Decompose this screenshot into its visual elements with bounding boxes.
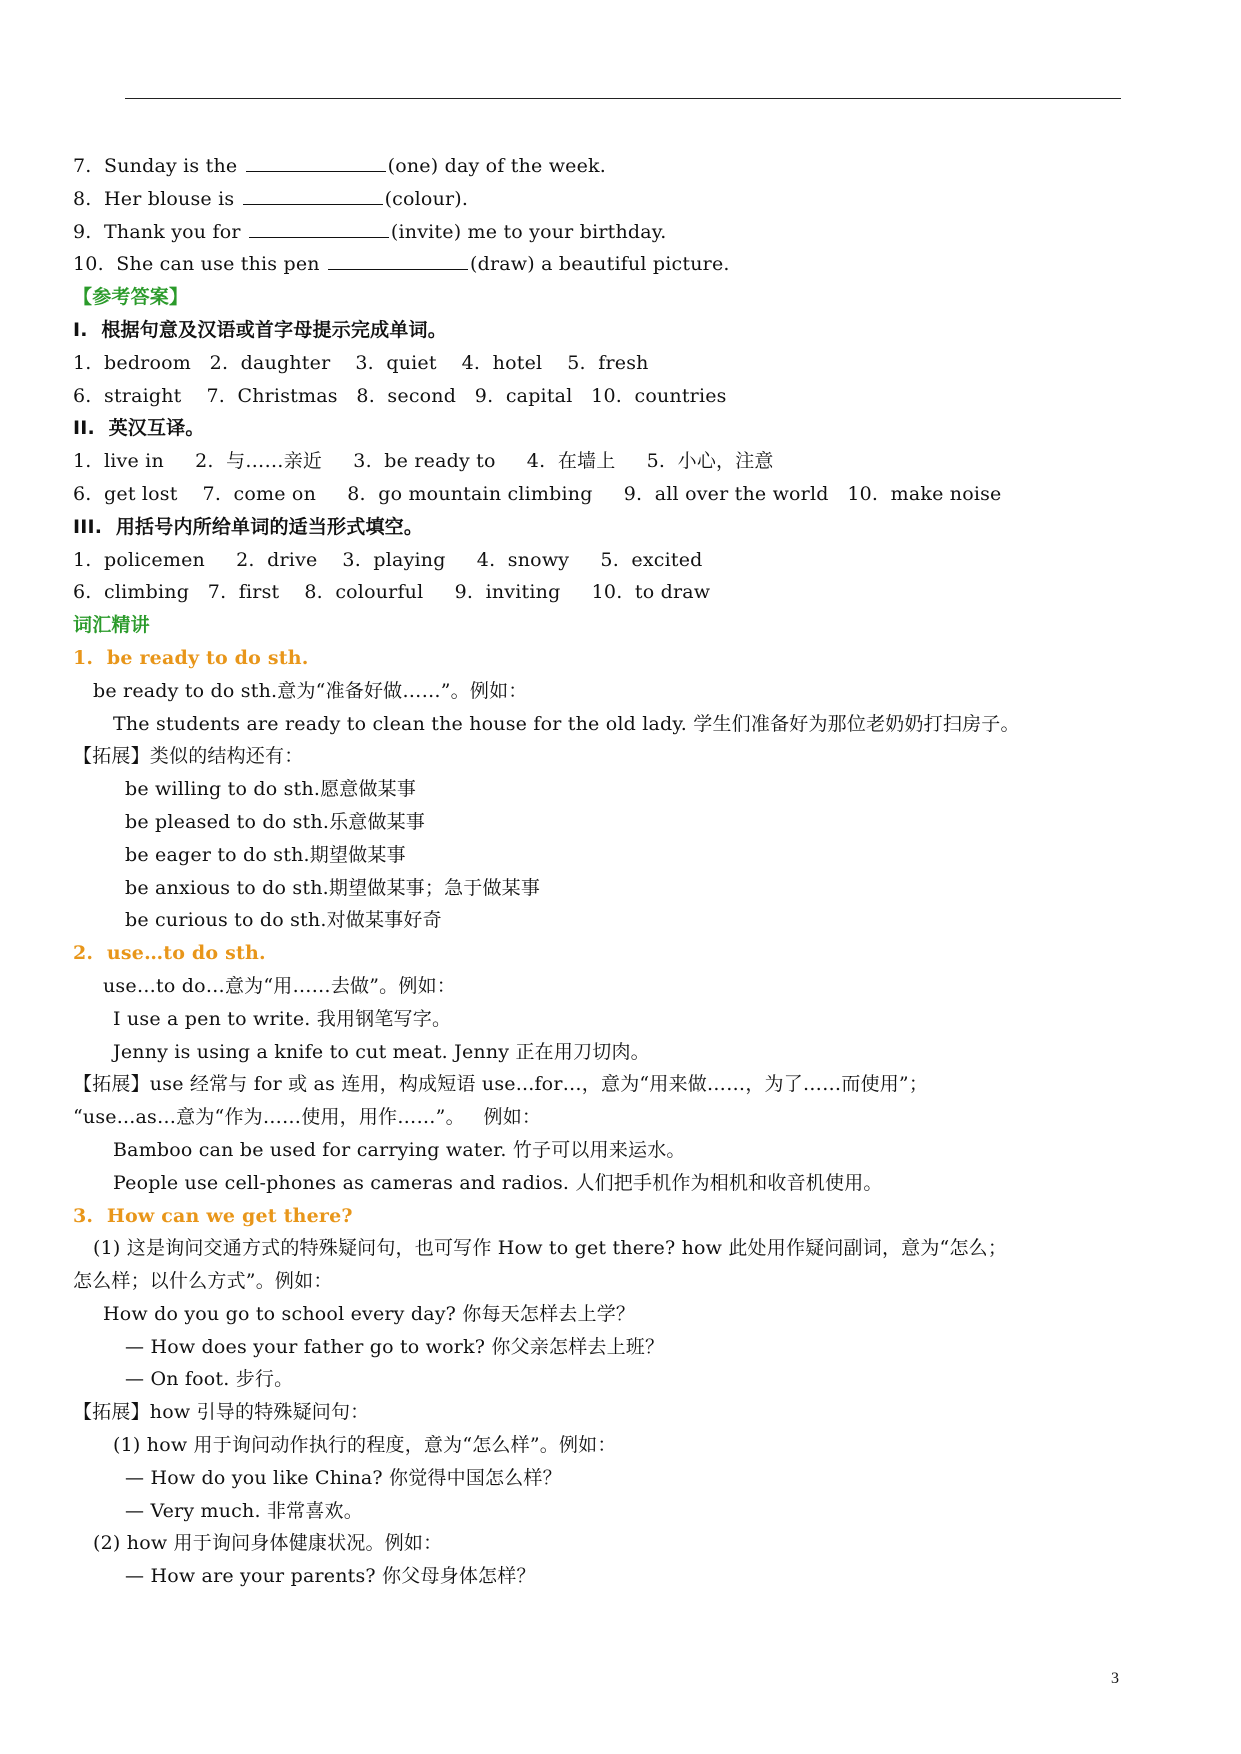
vocab-point-2-example: I use a pen to write. 我用钢笔写字。: [113, 1007, 452, 1030]
answers-section-3-line-2: 6. climbing 7. first 8. colourful 9. inviting 10. to draw: [73, 581, 711, 604]
vocab-point-1-ext-item: be curious to do sth.对做某事好奇: [125, 909, 442, 932]
answers-section-3-title: III. 用括号内所给单词的适当形式填空。: [73, 515, 424, 538]
answers-section-1-line-2: 6. straight 7. Christmas 8. second 9. capital 10. countries: [73, 384, 727, 407]
document-body: [73, 150, 1173, 1593]
answers-section-3-line-1: 1. policemen 2. drive 3. playing 4. snowy 5. excited: [73, 548, 703, 571]
header-rule: [125, 98, 1121, 99]
vocab-point-3-dialogue: — On foot. 步行。: [125, 1368, 294, 1391]
vocab-point-2-extension: 【拓展】use 经常与 for 或 as 连用，构成短语 use...for…，意为“用来做……，为了……而使用”；: [73, 1073, 929, 1096]
answers-section-1-title: I. 根据句意及汉语或首字母提示完成单词。: [73, 318, 447, 341]
vocab-point-3-sub-2: (2) how 用于询问身体健康状况。例如：: [93, 1532, 443, 1555]
answer-blank[interactable]: [243, 185, 383, 205]
vocab-point-3-title: 3. How can we get there?: [73, 1204, 353, 1227]
fill-item-7: 7. Sunday is the (one) day of the week.: [73, 150, 1173, 183]
vocab-point-1-title: 1. be ready to do sth.: [73, 646, 309, 669]
vocab-point-2-example: Jenny is using a knife to cut meat. Jenny 正在用刀切肉。: [113, 1040, 650, 1063]
answers-section-2-line-2: 6. get lost 7. come on 8. go mountain climbing 9. all over the world 10. make noise: [73, 482, 1002, 505]
fill-item-9: 9. Thank you for (invite) me to your birthday.: [73, 216, 1173, 249]
vocab-point-1-ext-item: be eager to do sth.期望做某事: [125, 843, 406, 866]
fill-item-10: 10. She can use this pen (draw) a beautiful picture.: [73, 248, 1173, 281]
vocab-point-2-title: 2. use…to do sth.: [73, 942, 266, 965]
vocab-point-1-ext-item: be anxious to do sth.期望做某事；急于做某事: [125, 876, 541, 899]
answers-heading: 【参考答案】: [73, 286, 189, 309]
answer-blank[interactable]: [249, 218, 389, 238]
vocab-point-3-line-cont: 怎么样；以什么方式”。例如：: [73, 1270, 333, 1293]
vocab-point-2-ext-example: Bamboo can be used for carrying water. 竹子可以用来运水。: [113, 1138, 686, 1161]
answer-blank[interactable]: [328, 250, 468, 270]
vocab-heading: 词汇精讲: [73, 614, 150, 637]
vocab-point-3-extension: 【拓展】how 引导的特殊疑问句：: [73, 1401, 370, 1424]
page-number: 3: [1111, 1670, 1119, 1687]
vocab-point-3-sub-2-dialogue: — How are your parents? 你父母身体怎样？: [125, 1565, 536, 1588]
vocab-point-3-sub-1: (1) how 用于询问动作执行的程度，意为“怎么样”。例如：: [113, 1434, 617, 1457]
vocab-point-2-ext-example: People use cell-phones as cameras and radios. 人们把手机作为相机和收音机使用。: [113, 1171, 883, 1194]
vocab-point-1-line: be ready to do sth.意为“准备好做……”。例如：: [93, 679, 528, 702]
vocab-point-3-sub-1-dialogue: — How do you like China? 你觉得中国怎么样？: [125, 1466, 562, 1489]
vocab-point-1-ext-item: be willing to do sth.愿意做某事: [125, 778, 417, 801]
vocab-point-3-dialogue: — How does your father go to work? 你父亲怎样去上班？: [125, 1335, 665, 1358]
fill-item-8: 8. Her blouse is (colour).: [73, 183, 1173, 216]
answer-blank[interactable]: [246, 152, 386, 172]
answers-section-2-title: II. 英汉互译。: [73, 417, 205, 440]
vocab-point-1-ext-item: be pleased to do sth.乐意做某事: [125, 810, 426, 833]
vocab-point-1-example: The students are ready to clean the house for the old lady. 学生们准备好为那位老奶奶打扫房子。: [113, 712, 1020, 735]
answers-section-2-line-1: 1. live in 2. 与……亲近 3. be ready to 4. 在墙上 5. 小心，注意: [73, 450, 774, 473]
vocab-point-2-line: use…to do…意为“用……去做”。例如：: [103, 974, 456, 997]
answers-section-1-line-1: 1. bedroom 2. daughter 3. quiet 4. hotel 5. fresh: [73, 351, 649, 374]
vocab-point-2-extension-cont: “use...as…意为“作为……使用，用作……”。 例如：: [73, 1106, 542, 1129]
vocab-point-1-extension: 【拓展】类似的结构还有：: [73, 745, 304, 768]
vocab-point-3-sub-1-dialogue: — Very much. 非常喜欢。: [125, 1499, 363, 1522]
vocab-point-3-line: (1) 这是询问交通方式的特殊疑问句，也可写作 How to get there? how 此处用作疑问副词，意为“怎么；: [93, 1237, 1008, 1260]
vocab-point-3-example: How do you go to school every day? 你每天怎样去上学？: [103, 1302, 636, 1325]
